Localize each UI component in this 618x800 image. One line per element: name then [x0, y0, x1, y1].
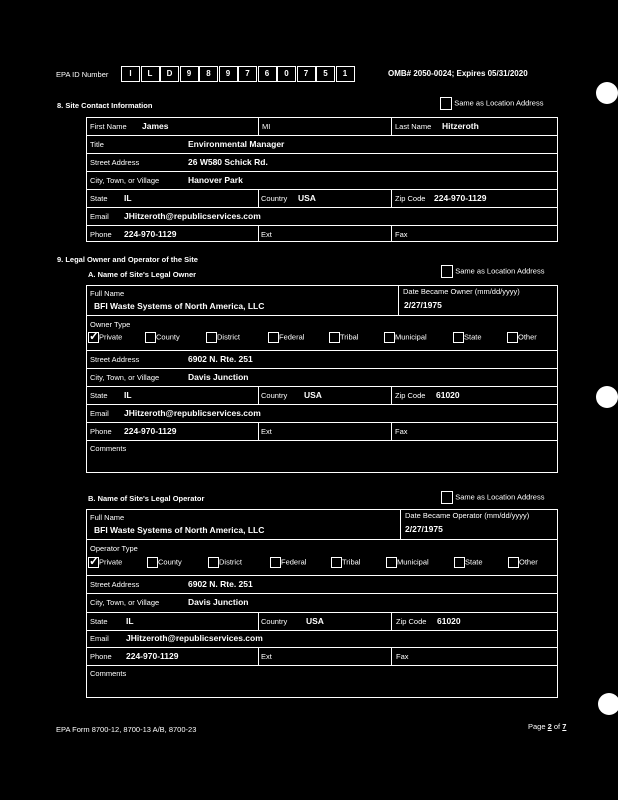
- owner-type-private[interactable]: ✓Private: [88, 332, 122, 343]
- contact-country[interactable]: USA: [298, 193, 316, 203]
- epa-id-digit[interactable]: I: [121, 66, 140, 82]
- epa-id-label: EPA ID Number: [56, 70, 109, 79]
- owner-type-county[interactable]: County: [145, 332, 180, 343]
- epa-id-digit[interactable]: 1: [336, 66, 355, 82]
- contact-zip[interactable]: 224-970-1129: [434, 193, 487, 203]
- operator-type-options: [88, 557, 558, 573]
- contact-phone[interactable]: 224-970-1129: [124, 229, 177, 239]
- operator-zip[interactable]: 61020: [437, 616, 461, 626]
- owner-type-state[interactable]: State: [453, 332, 482, 343]
- contact-last-name[interactable]: Hitzeroth: [442, 121, 479, 131]
- epa-id-digit[interactable]: 9: [219, 66, 238, 82]
- operator-type-municipal[interactable]: Municipal: [386, 557, 429, 568]
- operator-type-other[interactable]: Other: [508, 557, 538, 568]
- contact-title[interactable]: Environmental Manager: [188, 139, 285, 149]
- operator-heading: B. Name of Site's Legal Operator: [88, 494, 205, 503]
- operator-state[interactable]: IL: [126, 616, 134, 626]
- owner-type-district[interactable]: District: [206, 332, 240, 343]
- site-contact-same-as[interactable]: Same as Location Address: [440, 97, 543, 110]
- owner-type-options: [88, 332, 558, 348]
- epa-id-digit[interactable]: 7: [297, 66, 316, 82]
- operator-type-county[interactable]: County: [147, 557, 182, 568]
- legal-owner-operator-heading: 9. Legal Owner and Operator of the Site: [57, 255, 198, 264]
- owner-country[interactable]: USA: [304, 390, 322, 400]
- owner-full-name[interactable]: BFI Waste Systems of North America, LLC: [94, 301, 265, 311]
- operator-type-tribal[interactable]: Tribal: [331, 557, 360, 568]
- contact-city[interactable]: Hanover Park: [188, 175, 243, 185]
- owner-same-as[interactable]: Same as Location Address: [441, 265, 544, 278]
- owner-date[interactable]: 2/27/1975: [404, 300, 442, 310]
- epa-id-digit[interactable]: 6: [258, 66, 277, 82]
- operator-type-private[interactable]: ✓Private: [88, 557, 122, 568]
- operator-phone[interactable]: 224-970-1129: [126, 651, 179, 661]
- owner-type-tribal[interactable]: Tribal: [329, 332, 358, 343]
- footer-form-number: EPA Form 8700-12, 8700-13 A/B, 8700-23: [56, 725, 197, 734]
- punch-hole-bottom: [598, 693, 618, 715]
- owner-type-other[interactable]: Other: [507, 332, 537, 343]
- punch-hole-top: [596, 82, 618, 104]
- owner-phone[interactable]: 224-970-1129: [124, 426, 177, 436]
- operator-city[interactable]: Davis Junction: [188, 597, 249, 607]
- owner-state[interactable]: IL: [124, 390, 132, 400]
- owner-email[interactable]: JHitzeroth@republicservices.com: [124, 408, 261, 418]
- operator-date[interactable]: 2/27/1975: [405, 524, 443, 534]
- operator-same-as[interactable]: Same as Location Address: [441, 491, 544, 504]
- operator-type-federal[interactable]: Federal: [270, 557, 306, 568]
- operator-full-name[interactable]: BFI Waste Systems of North America, LLC: [94, 525, 265, 535]
- site-contact-heading: 8. Site Contact Information: [57, 101, 153, 110]
- epa-id-digit[interactable]: 5: [316, 66, 335, 82]
- epa-id-digit[interactable]: 7: [238, 66, 257, 82]
- punch-hole-middle: [596, 386, 618, 408]
- epa-id-digit[interactable]: 0: [277, 66, 296, 82]
- contact-state[interactable]: IL: [124, 193, 132, 203]
- same-as-checkbox[interactable]: [441, 265, 453, 278]
- owner-heading: A. Name of Site's Legal Owner: [88, 270, 197, 279]
- operator-type-district[interactable]: District: [208, 557, 242, 568]
- operator-email[interactable]: JHitzeroth@republicservices.com: [126, 633, 263, 643]
- owner-comments: Comments: [90, 444, 127, 453]
- epa-id-digit[interactable]: D: [160, 66, 179, 82]
- contact-first-name[interactable]: James: [142, 121, 169, 131]
- contact-email[interactable]: JHitzeroth@republicservices.com: [124, 211, 261, 221]
- operator-type-state[interactable]: State: [454, 557, 483, 568]
- operator-comments: Comments: [90, 669, 127, 678]
- owner-zip[interactable]: 61020: [436, 390, 460, 400]
- operator-street[interactable]: 6902 N. Rte. 251: [188, 579, 253, 589]
- omb-number: OMB# 2050-0024; Expires 05/31/2020: [388, 69, 528, 78]
- owner-type-municipal[interactable]: Municipal: [384, 332, 427, 343]
- owner-type-federal[interactable]: Federal: [268, 332, 304, 343]
- same-as-checkbox[interactable]: [440, 97, 452, 110]
- epa-id-digit[interactable]: 9: [180, 66, 199, 82]
- owner-city[interactable]: Davis Junction: [188, 372, 249, 382]
- contact-street[interactable]: 26 W580 Schick Rd.: [188, 157, 268, 167]
- epa-id-digit[interactable]: 8: [199, 66, 218, 82]
- epa-id-digit[interactable]: L: [141, 66, 160, 82]
- operator-country[interactable]: USA: [306, 616, 324, 626]
- owner-street[interactable]: 6902 N. Rte. 251: [188, 354, 253, 364]
- same-as-checkbox[interactable]: [441, 491, 453, 504]
- page-indicator: Page 2 of 7: [528, 722, 567, 731]
